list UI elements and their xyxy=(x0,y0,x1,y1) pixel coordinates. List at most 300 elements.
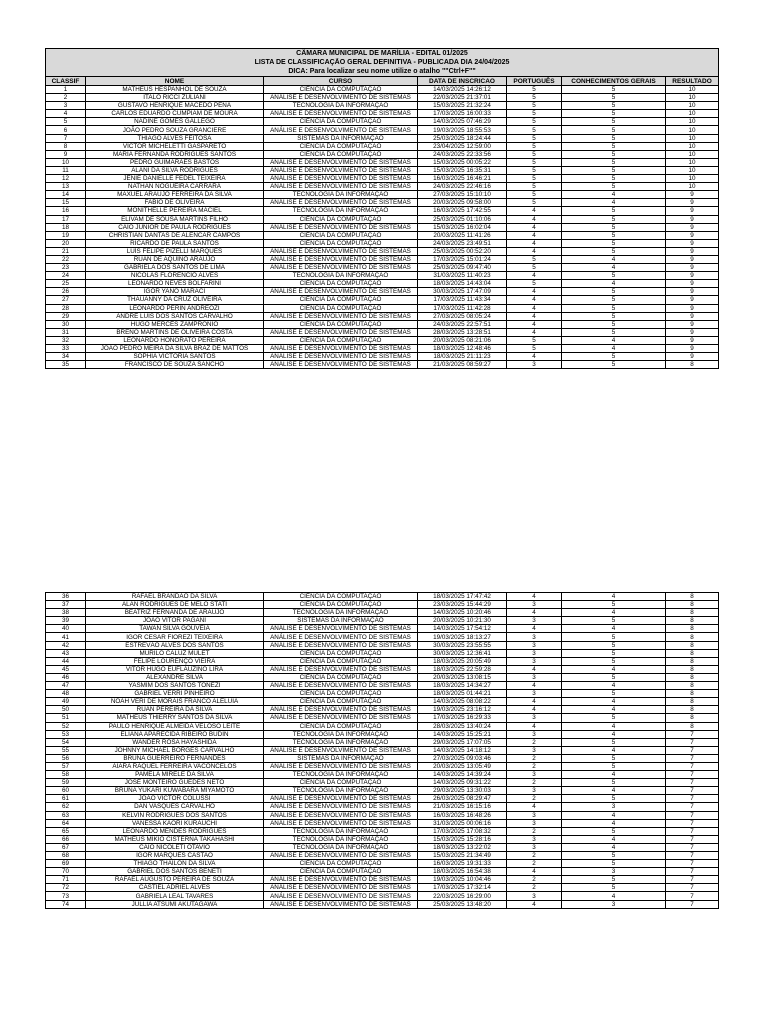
table-row xyxy=(46,779,719,787)
cell-nome: NICOLAS FLORENCIO ALVES xyxy=(86,272,264,280)
cell-classif: 25 xyxy=(46,280,86,288)
cell-nome: ELIVAM DE SOUSA MARTINS FILHO xyxy=(86,215,264,223)
cell-nome: ANDRÉ LUIS DOS SANTOS CARVALHO xyxy=(86,312,264,320)
cell-portugues: 5 xyxy=(507,134,562,142)
cell-portugues: 4 xyxy=(507,868,562,876)
col-conhecimentos-gerais: CONHECIMENTOS GERAIS xyxy=(562,77,666,86)
table-body-page-1 xyxy=(46,86,719,369)
cell-curso: CIÊNCIA DA COMPUTAÇÃO xyxy=(264,673,418,681)
table-row xyxy=(46,795,719,803)
table-row xyxy=(46,754,719,762)
cell-resultado: 8 xyxy=(666,722,719,730)
cell-nome: CASTIEL ADRIEL ALVES xyxy=(86,884,264,892)
cell-resultado: 8 xyxy=(666,625,719,633)
cell-resultado: 7 xyxy=(666,771,719,779)
cell-resultado: 8 xyxy=(666,706,719,714)
cell-resultado: 9 xyxy=(666,304,719,312)
cell-resultado: 7 xyxy=(666,762,719,770)
document-title: CÂMARA MUNICIPAL DE MARÍLIA - EDITAL 01/2025 xyxy=(46,49,719,59)
cell-conhecimentos-gerais: 4 xyxy=(562,787,666,795)
cell-resultado: 8 xyxy=(666,665,719,673)
cell-curso: TECNOLOGIA DA INFORMAÇÃO xyxy=(264,609,418,617)
cell-conhecimentos-gerais: 5 xyxy=(562,247,666,255)
cell-nome: THAUANNY DA CRUZ OLIVEIRA xyxy=(86,296,264,304)
table-row xyxy=(46,239,719,247)
cell-resultado: 7 xyxy=(666,900,719,908)
cell-curso: SISTEMAS DA INFORMAÇÃO xyxy=(264,134,418,142)
cell-classif: 74 xyxy=(46,900,86,908)
table-row xyxy=(46,280,719,288)
cell-portugues: 5 xyxy=(507,280,562,288)
cell-resultado: 9 xyxy=(666,353,719,361)
cell-conhecimentos-gerais: 5 xyxy=(562,649,666,657)
table-row xyxy=(46,264,719,272)
cell-conhecimentos-gerais: 5 xyxy=(562,126,666,134)
cell-resultado: 7 xyxy=(666,843,719,851)
cell-portugues: 4 xyxy=(507,682,562,690)
cell-resultado: 10 xyxy=(666,126,719,134)
cell-classif: 34 xyxy=(46,353,86,361)
cell-data-inscricao: 14/03/2025 14:26:12 xyxy=(418,86,507,94)
cell-portugues: 4 xyxy=(507,665,562,673)
cell-resultado: 7 xyxy=(666,779,719,787)
cell-nome: ALAN RODRIGUES DE MELO STATI xyxy=(86,601,264,609)
table-row xyxy=(46,706,719,714)
cell-curso: TECNOLOGIA DA INFORMAÇÃO xyxy=(264,191,418,199)
cell-curso: ANÁLISE E DESENVOLVIMENTO DE SISTEMAS xyxy=(264,819,418,827)
cell-portugues: 3 xyxy=(507,617,562,625)
cell-data-inscricao: 21/03/2025 16:15:16 xyxy=(418,803,507,811)
cell-resultado: 10 xyxy=(666,175,719,183)
cell-classif: 11 xyxy=(46,166,86,174)
cell-resultado: 8 xyxy=(666,657,719,665)
cell-resultado: 10 xyxy=(666,118,719,126)
table-row xyxy=(46,110,719,118)
cell-nome: IGOR YANO MARACI xyxy=(86,288,264,296)
cell-conhecimentos-gerais: 5 xyxy=(562,175,666,183)
cell-resultado: 8 xyxy=(666,698,719,706)
cell-data-inscricao: 15/03/2025 21:32:24 xyxy=(418,102,507,110)
table-row xyxy=(46,304,719,312)
cell-nome: WANDER ROSA HAYASHIDA xyxy=(86,738,264,746)
cell-conhecimentos-gerais: 4 xyxy=(562,264,666,272)
cell-nome: HUGO MERCÊS ZAMPRONIO xyxy=(86,320,264,328)
cell-classif: 8 xyxy=(46,142,86,150)
cell-conhecimentos-gerais: 4 xyxy=(562,706,666,714)
cell-data-inscricao: 30/03/2025 17:47:09 xyxy=(418,288,507,296)
cell-data-inscricao: 15/03/2025 00:05:22 xyxy=(418,158,507,166)
cell-nome: RAFAEL AUGUSTO PEREIRA DE SOUZA xyxy=(86,876,264,884)
cell-portugues: 4 xyxy=(507,239,562,247)
cell-portugues: 5 xyxy=(507,175,562,183)
cell-data-inscricao: 28/03/2025 13:40:24 xyxy=(418,722,507,730)
cell-data-inscricao: 21/03/2025 08:59:27 xyxy=(418,361,507,369)
table-row xyxy=(46,288,719,296)
cell-curso: CIÊNCIA DA COMPUTAÇÃO xyxy=(264,296,418,304)
cell-data-inscricao: 27/03/2025 09:03:46 xyxy=(418,754,507,762)
cell-conhecimentos-gerais: 5 xyxy=(562,738,666,746)
cell-nome: PAMELA MIRELE DA SILVA xyxy=(86,771,264,779)
cell-nome: JULLIA ATSUMI AKUTAGAWA xyxy=(86,900,264,908)
table-row xyxy=(46,722,719,730)
cell-conhecimentos-gerais: 4 xyxy=(562,746,666,754)
table-row xyxy=(46,207,719,215)
table-row xyxy=(46,126,719,134)
cell-conhecimentos-gerais: 4 xyxy=(562,835,666,843)
cell-conhecimentos-gerais: 4 xyxy=(562,280,666,288)
cell-resultado: 7 xyxy=(666,787,719,795)
cell-portugues: 2 xyxy=(507,738,562,746)
cell-conhecimentos-gerais: 5 xyxy=(562,296,666,304)
cell-resultado: 8 xyxy=(666,690,719,698)
cell-conhecimentos-gerais: 5 xyxy=(562,239,666,247)
cell-classif: 6 xyxy=(46,126,86,134)
cell-data-inscricao: 27/03/2025 08:05:24 xyxy=(418,312,507,320)
cell-classif: 35 xyxy=(46,361,86,369)
col-resultado: RESULTADO xyxy=(666,77,719,86)
table-row xyxy=(46,312,719,320)
cell-data-inscricao: 20/03/2025 11:41:26 xyxy=(418,231,507,239)
cell-data-inscricao: 18/03/2025 17:47:42 xyxy=(418,593,507,601)
col-nome: NOME xyxy=(86,77,264,86)
cell-classif: 45 xyxy=(46,665,86,673)
cell-resultado: 8 xyxy=(666,633,719,641)
cell-nome: JOÃO VITOR PAGANI xyxy=(86,617,264,625)
cell-curso: ANÁLISE E DESENVOLVIMENTO DE SISTEMAS xyxy=(264,811,418,819)
cell-nome: ALANI DA SILVA RODRIGUES xyxy=(86,166,264,174)
cell-conhecimentos-gerais: 4 xyxy=(562,609,666,617)
cell-nome: BRUNA GUERREIRO FERNANDES xyxy=(86,754,264,762)
cell-resultado: 10 xyxy=(666,166,719,174)
table-row xyxy=(46,892,719,900)
cell-classif: 37 xyxy=(46,601,86,609)
cell-nome: JOAO VICTOR COLUSSI xyxy=(86,795,264,803)
cell-resultado: 9 xyxy=(666,336,719,344)
cell-nome: YASMIM DOS SANTOS TONEZI xyxy=(86,682,264,690)
cell-portugues: 4 xyxy=(507,304,562,312)
cell-conhecimentos-gerais: 5 xyxy=(562,714,666,722)
col-classif: CLASSIF xyxy=(46,77,86,86)
cell-portugues: 3 xyxy=(507,641,562,649)
cell-nome: BEATRIZ FERNANDA DE ARAUJO xyxy=(86,609,264,617)
cell-data-inscricao: 18/03/2025 01:44:21 xyxy=(418,690,507,698)
cell-curso: ANÁLISE E DESENVOLVIMENTO DE SISTEMAS xyxy=(264,110,418,118)
cell-classif: 26 xyxy=(46,288,86,296)
cell-resultado: 10 xyxy=(666,94,719,102)
cell-resultado: 9 xyxy=(666,264,719,272)
cell-resultado: 8 xyxy=(666,649,719,657)
cell-portugues: 4 xyxy=(507,900,562,908)
cell-data-inscricao: 17/03/2025 17:32:14 xyxy=(418,884,507,892)
cell-conhecimentos-gerais: 5 xyxy=(562,288,666,296)
cell-portugues: 2 xyxy=(507,762,562,770)
cell-classif: 32 xyxy=(46,336,86,344)
cell-resultado: 8 xyxy=(666,714,719,722)
table-row xyxy=(46,102,719,110)
cell-conhecimentos-gerais: 5 xyxy=(562,657,666,665)
cell-portugues: 3 xyxy=(507,787,562,795)
cell-nome: LEONARDO NEVES BOLFARINI xyxy=(86,280,264,288)
cell-classif: 68 xyxy=(46,852,86,860)
cell-nome: FELIPE LOURENÇO VIEIRA xyxy=(86,657,264,665)
cell-resultado: 9 xyxy=(666,320,719,328)
cell-curso: CIÊNCIA DA COMPUTAÇÃO xyxy=(264,280,418,288)
cell-portugues: 2 xyxy=(507,754,562,762)
cell-data-inscricao: 14/03/2025 15:25:21 xyxy=(418,730,507,738)
cell-nome: MONITHELLE PEREIRA MACIEL xyxy=(86,207,264,215)
cell-conhecimentos-gerais: 5 xyxy=(562,166,666,174)
cell-portugues: 4 xyxy=(507,288,562,296)
cell-conhecimentos-gerais: 5 xyxy=(562,320,666,328)
cell-nome: NOAH VERI DE MORAIS FRANCO ALELUIA xyxy=(86,698,264,706)
cell-resultado: 7 xyxy=(666,827,719,835)
cell-portugues: 4 xyxy=(507,231,562,239)
cell-portugues: 3 xyxy=(507,892,562,900)
cell-portugues: 4 xyxy=(507,593,562,601)
table-row xyxy=(46,336,719,344)
cell-portugues: 3 xyxy=(507,843,562,851)
cell-nome: IGOR MARQUES CASTAO xyxy=(86,852,264,860)
cell-portugues: 5 xyxy=(507,345,562,353)
cell-data-inscricao: 14/03/2025 14:18:12 xyxy=(418,746,507,754)
cell-classif: 21 xyxy=(46,247,86,255)
table-row xyxy=(46,609,719,617)
table-row xyxy=(46,730,719,738)
cell-curso: ANÁLISE E DESENVOLVIMENTO DE SISTEMAS xyxy=(264,884,418,892)
cell-conhecimentos-gerais: 4 xyxy=(562,698,666,706)
cell-data-inscricao: 17/03/2025 17:08:32 xyxy=(418,827,507,835)
cell-portugues: 2 xyxy=(507,860,562,868)
cell-resultado: 8 xyxy=(666,601,719,609)
cell-data-inscricao: 19/03/2025 23:16:12 xyxy=(418,706,507,714)
cell-classif: 39 xyxy=(46,617,86,625)
table-row xyxy=(46,673,719,681)
cell-curso: ANÁLISE E DESENVOLVIMENTO DE SISTEMAS xyxy=(264,166,418,174)
cell-data-inscricao: 18/03/2025 12:48:46 xyxy=(418,345,507,353)
cell-conhecimentos-gerais: 5 xyxy=(562,223,666,231)
cell-conhecimentos-gerais: 4 xyxy=(562,345,666,353)
cell-curso: ANÁLISE E DESENVOLVIMENTO DE SISTEMAS xyxy=(264,247,418,255)
cell-classif: 10 xyxy=(46,158,86,166)
cell-portugues: 4 xyxy=(507,320,562,328)
cell-curso: ANÁLISE E DESENVOLVIMENTO DE SISTEMAS xyxy=(264,641,418,649)
cell-portugues: 3 xyxy=(507,819,562,827)
cell-data-inscricao: 25/03/2025 00:52:20 xyxy=(418,247,507,255)
cell-nome: RUAN DE AQUINO ARAÚJO xyxy=(86,255,264,263)
cell-nome: NADINE GOMES GALLEGO xyxy=(86,118,264,126)
cell-curso: ANÁLISE E DESENVOLVIMENTO DE SISTEMAS xyxy=(264,665,418,673)
cell-portugues: 2 xyxy=(507,884,562,892)
cell-conhecimentos-gerais: 4 xyxy=(562,771,666,779)
cell-nome: GABRIEL DOS SANTOS BENETI xyxy=(86,868,264,876)
cell-curso: CIÊNCIA DA COMPUTAÇÃO xyxy=(264,86,418,94)
cell-resultado: 7 xyxy=(666,738,719,746)
table-row xyxy=(46,617,719,625)
cell-classif: 55 xyxy=(46,746,86,754)
cell-conhecimentos-gerais: 4 xyxy=(562,892,666,900)
table-row xyxy=(46,361,719,369)
cell-portugues: 5 xyxy=(507,102,562,110)
cell-data-inscricao: 15/03/2025 15:28:16 xyxy=(418,835,507,843)
cell-data-inscricao: 16/03/2025 17:42:55 xyxy=(418,207,507,215)
cell-curso: ANÁLISE E DESENVOLVIMENTO DE SISTEMAS xyxy=(264,625,418,633)
cell-curso: ANÁLISE E DESENVOLVIMENTO DE SISTEMAS xyxy=(264,803,418,811)
cell-nome: PEDRO GUIMARAES BASTOS xyxy=(86,158,264,166)
cell-nome: JOSÉ MONTEIRO GUEDES NETO xyxy=(86,779,264,787)
cell-data-inscricao: 30/03/2025 12:36:41 xyxy=(418,649,507,657)
cell-curso: CIÊNCIA DA COMPUTAÇÃO xyxy=(264,779,418,787)
cell-conhecimentos-gerais: 5 xyxy=(562,673,666,681)
cell-data-inscricao: 20/03/2025 13:08:15 xyxy=(418,673,507,681)
cell-nome: TAWAN SILVA GOUVEIA xyxy=(86,625,264,633)
table-row xyxy=(46,811,719,819)
cell-resultado: 7 xyxy=(666,868,719,876)
cell-resultado: 8 xyxy=(666,641,719,649)
cell-resultado: 10 xyxy=(666,158,719,166)
cell-curso: ANÁLISE E DESENVOLVIMENTO DE SISTEMAS xyxy=(264,361,418,369)
cell-resultado: 10 xyxy=(666,183,719,191)
cell-portugues: 5 xyxy=(507,110,562,118)
cell-data-inscricao: 19/03/2025 18:13:27 xyxy=(418,633,507,641)
cell-portugues: 3 xyxy=(507,673,562,681)
cell-curso: ANÁLISE E DESENVOLVIMENTO DE SISTEMAS xyxy=(264,328,418,336)
table-row xyxy=(46,328,719,336)
cell-conhecimentos-gerais: 5 xyxy=(562,754,666,762)
cell-classif: 52 xyxy=(46,722,86,730)
table-row xyxy=(46,118,719,126)
cell-curso: ANÁLISE E DESENVOLVIMENTO DE SISTEMAS xyxy=(264,175,418,183)
cell-portugues: 5 xyxy=(507,166,562,174)
cell-data-inscricao: 31/03/2025 00:06:16 xyxy=(418,819,507,827)
cell-curso: CIÊNCIA DA COMPUTAÇÃO xyxy=(264,649,418,657)
cell-portugues: 2 xyxy=(507,876,562,884)
cell-curso: TECNOLOGIA DA INFORMAÇÃO xyxy=(264,102,418,110)
cell-nome: CHRISTIAN DANTAS DE ALENCAR CAMPOS xyxy=(86,231,264,239)
cell-nome: RAFAEL BRANDÃO DA SILVA xyxy=(86,593,264,601)
cell-portugues: 4 xyxy=(507,722,562,730)
cell-curso: TECNOLOGIA DA INFORMAÇÃO xyxy=(264,827,418,835)
table-row xyxy=(46,134,719,142)
cell-portugues: 4 xyxy=(507,223,562,231)
cell-resultado: 8 xyxy=(666,593,719,601)
cell-resultado: 9 xyxy=(666,312,719,320)
cell-conhecimentos-gerais: 4 xyxy=(562,722,666,730)
cell-data-inscricao: 18/03/2025 21:11:23 xyxy=(418,353,507,361)
cell-conhecimentos-gerais: 3 xyxy=(562,868,666,876)
cell-portugues: 5 xyxy=(507,264,562,272)
cell-nome: RUAN PEREIRA DA SILVA xyxy=(86,706,264,714)
table-row xyxy=(46,665,719,673)
cell-curso: CIÊNCIA DA COMPUTAÇÃO xyxy=(264,657,418,665)
cell-portugues: 2 xyxy=(507,827,562,835)
cell-portugues: 5 xyxy=(507,150,562,158)
cell-portugues: 5 xyxy=(507,94,562,102)
cell-data-inscricao: 29/03/2025 13:30:03 xyxy=(418,787,507,795)
classification-table-page-2 xyxy=(45,592,719,909)
cell-data-inscricao: 24/03/2025 22:33:56 xyxy=(418,150,507,158)
cell-classif: 13 xyxy=(46,183,86,191)
cell-portugues: 4 xyxy=(507,247,562,255)
cell-conhecimentos-gerais: 5 xyxy=(562,110,666,118)
cell-data-inscricao: 15/03/2025 16:35:31 xyxy=(418,166,507,174)
cell-nome: JOHNNY MICHAEL BORGES CARVALHO xyxy=(86,746,264,754)
col-portugues: PORTUGUÊS xyxy=(507,77,562,86)
cell-data-inscricao: 25/03/2025 13:48:20 xyxy=(418,900,507,908)
cell-portugues: 2 xyxy=(507,852,562,860)
cell-data-inscricao: 27/03/2025 15:10:10 xyxy=(418,191,507,199)
cell-data-inscricao: 22/03/2025 21:37:01 xyxy=(418,94,507,102)
table-body-page-2 xyxy=(46,593,719,909)
cell-data-inscricao: 17/03/2025 11:42:28 xyxy=(418,304,507,312)
cell-portugues: 5 xyxy=(507,199,562,207)
cell-resultado: 10 xyxy=(666,150,719,158)
cell-nome: KELVIN RODRIGUES DOS SANTOS xyxy=(86,811,264,819)
cell-curso: TECNOLOGIA DA INFORMAÇÃO xyxy=(264,207,418,215)
cell-resultado: 7 xyxy=(666,819,719,827)
cell-portugues: 5 xyxy=(507,126,562,134)
cell-conhecimentos-gerais: 5 xyxy=(562,231,666,239)
cell-conhecimentos-gerais: 4 xyxy=(562,593,666,601)
cell-classif: 65 xyxy=(46,827,86,835)
col-data-inscricao: DATA DE INSCRICAO xyxy=(418,77,507,86)
cell-curso: TECNOLOGIA DA INFORMAÇÃO xyxy=(264,843,418,851)
cell-resultado: 9 xyxy=(666,247,719,255)
cell-data-inscricao: 15/03/2025 16:02:04 xyxy=(418,223,507,231)
cell-resultado: 10 xyxy=(666,110,719,118)
table-row xyxy=(46,247,719,255)
table-row xyxy=(46,272,719,280)
col-curso: CURSO xyxy=(264,77,418,86)
cell-curso: CIÊNCIA DA COMPUTAÇÃO xyxy=(264,593,418,601)
cell-curso: CIÊNCIA DA COMPUTAÇÃO xyxy=(264,304,418,312)
cell-classif: 69 xyxy=(46,860,86,868)
cell-data-inscricao: 25/03/2025 09:47:40 xyxy=(418,264,507,272)
cell-nome: GABRIEL VERRI PINHEIRO xyxy=(86,690,264,698)
cell-nome: PAULO HENRIQUE ALMEIDA VELOSO LEITE xyxy=(86,722,264,730)
cell-curso: ANÁLISE E DESENVOLVIMENTO DE SISTEMAS xyxy=(264,892,418,900)
cell-classif: 41 xyxy=(46,633,86,641)
cell-nome: ITALO RICCI ZULIANI xyxy=(86,94,264,102)
cell-nome: RICARDO DE PAULA SANTOS xyxy=(86,239,264,247)
cell-nome: ESTREVÃO ALVES DOS SANTOS xyxy=(86,641,264,649)
cell-curso: TECNOLOGIA DA INFORMAÇÃO xyxy=(264,787,418,795)
cell-conhecimentos-gerais: 5 xyxy=(562,94,666,102)
cell-conhecimentos-gerais: 4 xyxy=(562,191,666,199)
cell-classif: 42 xyxy=(46,641,86,649)
cell-classif: 43 xyxy=(46,649,86,657)
table-row xyxy=(46,860,719,868)
cell-resultado: 9 xyxy=(666,255,719,263)
cell-conhecimentos-gerais: 5 xyxy=(562,827,666,835)
cell-data-inscricao: 19/03/2025 10:04:46 xyxy=(418,876,507,884)
cell-data-inscricao: 14/03/2025 08:08:22 xyxy=(418,698,507,706)
cell-curso: ANÁLISE E DESENVOLVIMENTO DE SISTEMAS xyxy=(264,199,418,207)
cell-conhecimentos-gerais: 5 xyxy=(562,353,666,361)
cell-portugues: 3 xyxy=(507,690,562,698)
table-row xyxy=(46,714,719,722)
cell-classif: 2 xyxy=(46,94,86,102)
cell-resultado: 9 xyxy=(666,199,719,207)
cell-curso: ANÁLISE E DESENVOLVIMENTO DE SISTEMAS xyxy=(264,900,418,908)
cell-conhecimentos-gerais: 4 xyxy=(562,199,666,207)
cell-conhecimentos-gerais: 5 xyxy=(562,272,666,280)
table-row xyxy=(46,876,719,884)
cell-conhecimentos-gerais: 5 xyxy=(562,207,666,215)
cell-nome: MAXUEL ARAUJO FERREIRA DA SILVA xyxy=(86,191,264,199)
cell-portugues: 4 xyxy=(507,272,562,280)
cell-portugues: 3 xyxy=(507,649,562,657)
cell-nome: FABIO DE OLIVEIRA xyxy=(86,199,264,207)
